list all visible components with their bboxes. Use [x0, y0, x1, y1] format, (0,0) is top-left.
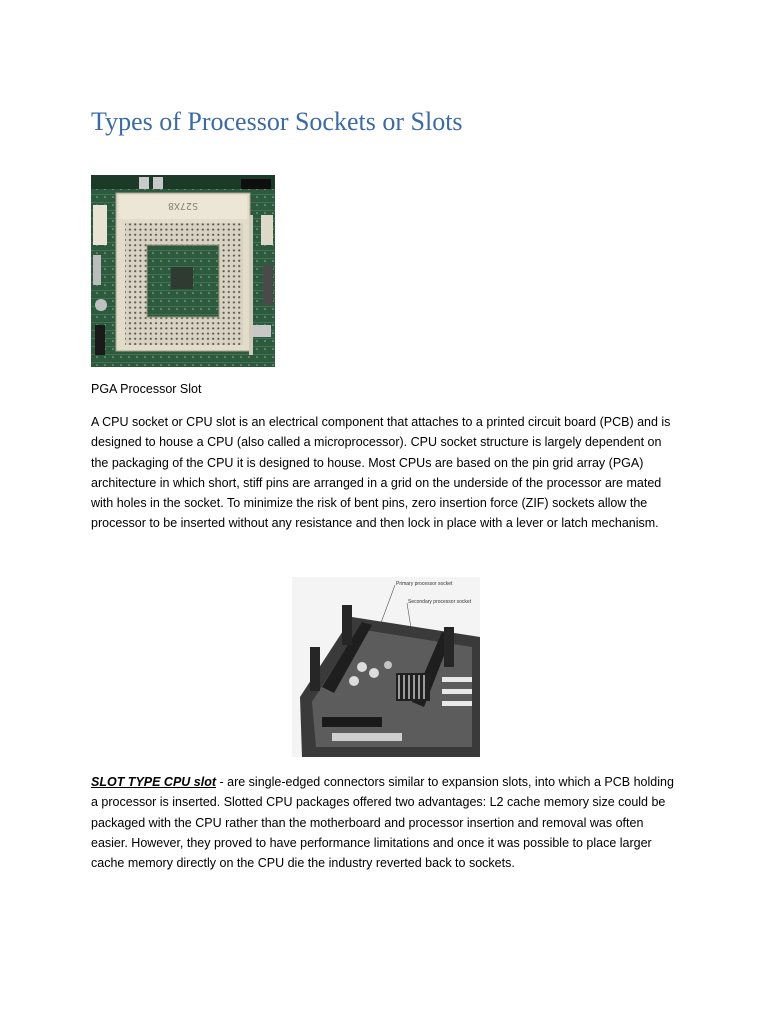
figure-caption-pga: PGA Processor Slot — [91, 382, 202, 396]
pga-socket-photo — [91, 175, 275, 367]
paragraph-slot-type — [91, 772, 681, 873]
paragraph-cpu-socket: A CPU socket or CPU slot is an electrical component that attaches to a printed circuit board (PCB) and is designed to house a CPU (also called a microprocessor). CPU socket structure is largely dependent on the packaging of the CPU it is designed to house. Most CPUs are based on the pin grid array (PGA) architecture in which short, stiff pins are arranged in a grid on the underside of the processor are mated with holes in the socket. To minimize the risk of bent pins, zero insertion force (ZIF) sockets allow the processor to be inserted without any resistance and then lock in place with a lever or latch mechanism. — [91, 415, 671, 531]
slot-processor-photo — [292, 577, 480, 757]
slot-type-description: - are single-edged connectors similar to expansion slots, into which a PCB holding a processor is inserted. Slotted CPU packages offered two advantages: L2 cache memory size could be packaged with the CPU rather than the motherboard and processor insertion and removal was often easier. However, they proved to have performance limitations and once it was possible to place larger cache memory directly on the CPU die the industry reverted back to sockets. — [91, 775, 674, 871]
slot-type-term: SLOT TYPE CPU slot — [91, 775, 217, 789]
label-primary-socket: Primary processor socket — [396, 581, 453, 587]
page-title: Types of Processor Sockets or Slots — [91, 107, 463, 136]
socket-marking: S27X8 — [167, 200, 199, 211]
label-secondary-socket: Secondary processor socket — [408, 599, 472, 605]
